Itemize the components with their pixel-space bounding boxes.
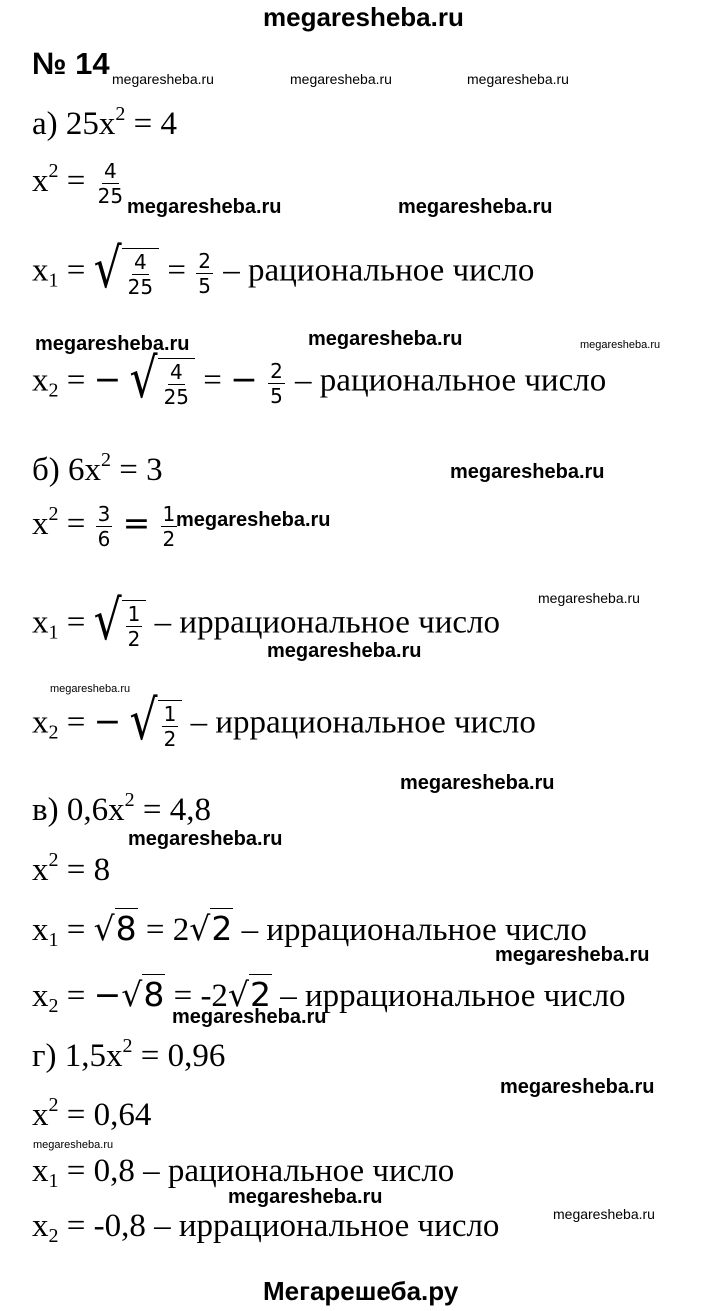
- header-watermark: megaresheba.ru: [263, 2, 464, 32]
- watermark: megaresheba.ru: [33, 1139, 114, 1151]
- part-v-x-squared: $x^2 = 8$: [32, 849, 111, 888]
- part-g-x2: $x_2 = -0,8$ – иррациональное число: [32, 1208, 500, 1247]
- square-root: √ $\frac{1}{2}$: [94, 600, 147, 650]
- part-a-x-squared: $x^2$ = $\frac{4}{25}$: [32, 159, 124, 208]
- footer-brand: Мегарешеба.ру: [263, 1276, 459, 1306]
- watermark: megaresheba.ru: [35, 333, 190, 355]
- part-b-x-squared: $x^2$ = $\frac{3}{6}$ = $\frac{1}{2}$: [32, 502, 176, 551]
- problem-number: № 14: [32, 46, 110, 81]
- watermark: megaresheba.ru: [228, 1186, 383, 1208]
- part-a-x2: $x_2$ = − √ $\frac{4}{25}$ = − $\frac{2}{5}$ – рациональное число: [32, 346, 607, 411]
- part-b-x2: $x_2$ = − √ $\frac{1}{2}$ – иррациональное число: [32, 688, 536, 753]
- watermark: megaresheba.ru: [112, 71, 214, 87]
- square-root: √ $\frac{4}{25}$: [94, 248, 160, 298]
- part-g-x1: $x_1 = 0,8$ – рациональное число: [32, 1153, 455, 1192]
- watermark: megaresheba.ru: [400, 772, 555, 794]
- watermark: megaresheba.ru: [553, 1206, 655, 1222]
- watermark: megaresheba.ru: [538, 590, 640, 606]
- watermark: megaresheba.ru: [267, 640, 422, 662]
- watermark: megaresheba.ru: [172, 1006, 327, 1028]
- watermark: megaresheba.ru: [450, 461, 605, 483]
- watermark: megaresheba.ru: [495, 944, 650, 966]
- watermark: megaresheba.ru: [500, 1076, 655, 1098]
- part-v-x1: $x_1 = √8 = 2√2$ – иррациональное число: [32, 909, 587, 951]
- watermark: megaresheba.ru: [580, 339, 661, 351]
- part-b-x1: $x_1$ = √ $\frac{1}{2}$ – иррациональное число: [32, 588, 500, 653]
- watermark: megaresheba.ru: [290, 71, 392, 87]
- watermark: megaresheba.ru: [467, 71, 569, 87]
- watermark: megaresheba.ru: [308, 328, 463, 350]
- part-a-equation: а) $25x^2 = 4$: [32, 103, 178, 142]
- fraction: $\frac{4}{25}$: [97, 159, 124, 208]
- part-a-x1: $x_1$ = √ $\frac{4}{25}$ = $\frac{2}{5}$ – рациональное число: [32, 236, 535, 301]
- part-v-equation: в) $0,6x^2 = 4,8$: [32, 789, 211, 828]
- part-b-equation: б) $6x^2 = 3$: [32, 449, 163, 488]
- watermark: megaresheba.ru: [50, 683, 131, 695]
- watermark: megaresheba.ru: [398, 196, 553, 218]
- part-g-equation: г) $1,5x^2 = 0,96$: [32, 1035, 226, 1074]
- watermark: megaresheba.ru: [176, 509, 331, 531]
- square-root: √ $\frac{4}{25}$: [130, 358, 196, 408]
- watermark: megaresheba.ru: [128, 828, 283, 850]
- part-g-x-squared: $x^2 = 0,64$: [32, 1094, 152, 1133]
- part-v-x2: $x_2 = -√8 = -2√2$ – иррациональное число: [32, 975, 626, 1017]
- square-root: √ $\frac{1}{2}$: [130, 700, 183, 750]
- watermark: megaresheba.ru: [127, 196, 282, 218]
